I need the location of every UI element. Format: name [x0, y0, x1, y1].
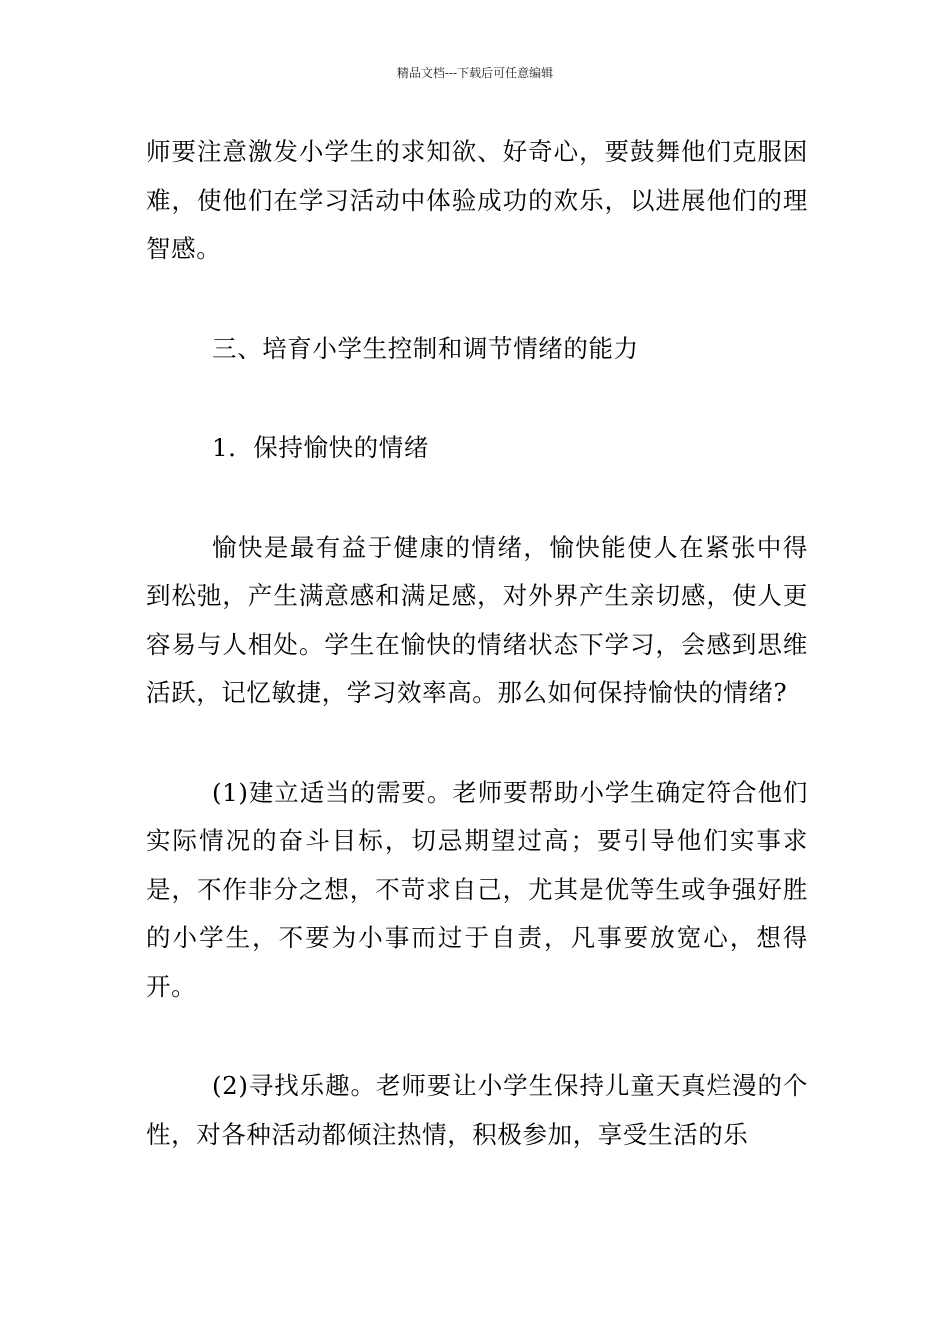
page-header: 精品文档---下载后可任意编辑: [396, 66, 554, 80]
subsection-heading: 1．保持愉快的情绪: [212, 433, 429, 462]
paragraph-point-1: (1)建立适当的需要。老师要帮助小学生确定符合他们实际情况的奋斗目标，切忌期望过高；要引导他们实事求是，不作非分之想，不苛求自己，尤其是优等生或争强好胜的小学生，不要为小事而过于自责，凡事要放宽心，想得开。: [146, 777, 808, 1001]
document-body: [146, 128, 808, 1159]
paragraph-happy-emotion: 愉快是最有益于健康的情绪，愉快能使人在紧张中得到松弛，产生满意感和满足感，对外界产生亲切感，使人更容易与人相处。学生在愉快的情绪状态下学习，会感到思维活跃，记忆敏捷，学习效率高。那么如何保持愉快的情绪?: [146, 532, 808, 707]
section-heading: 三、培育小学生控制和调节情绪的能力: [212, 333, 639, 363]
paragraph-continuation: 师要注意激发小学生的求知欲、好奇心，要鼓舞他们克服困难，使他们在学习活动中体验成功的欢乐，以进展他们的理智感。: [146, 137, 808, 263]
paragraph-point-2: (2)寻找乐趣。老师要让小学生保持儿童天真烂漫的个性，对各种活动都倾注热情，积极参加，享受生活的乐: [146, 1071, 808, 1149]
